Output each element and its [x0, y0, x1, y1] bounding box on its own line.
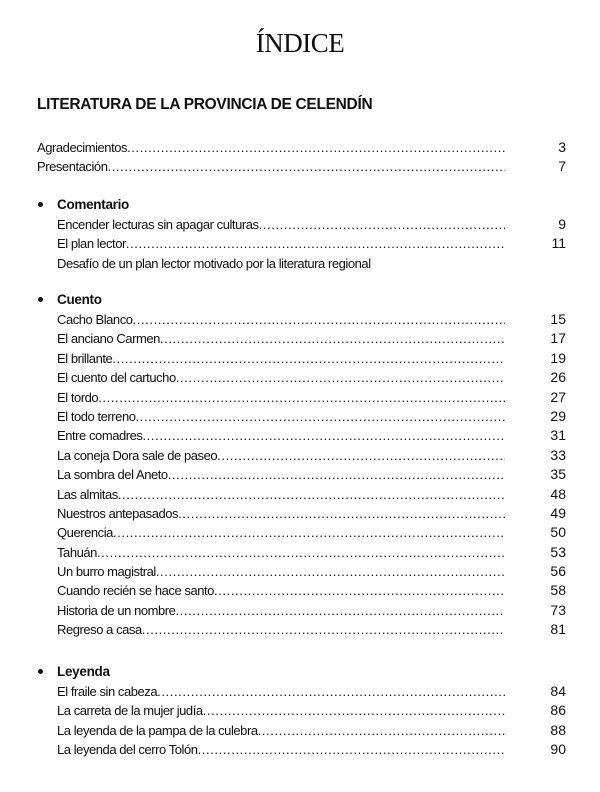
- dot-leader: [97, 543, 505, 562]
- dot-leader: [203, 701, 505, 720]
- toc-entry-page: 7: [558, 158, 566, 175]
- toc-entry-page: 84: [550, 683, 566, 699]
- toc-entry-title: Un burro magistral: [57, 562, 156, 581]
- toc-entry-title: La coneja Dora sale de paseo: [57, 446, 217, 465]
- category-header: [0, 195, 600, 215]
- dot-leader: [136, 407, 505, 426]
- toc-entry[interactable]: [0, 485, 600, 504]
- toc-entry-title: La sombra del Aneto: [57, 465, 168, 484]
- dot-leader: [217, 446, 505, 465]
- toc-entry[interactable]: [0, 581, 600, 600]
- toc-entry-page: 9: [558, 216, 566, 232]
- dot-leader: [156, 562, 505, 581]
- category-header: [0, 290, 600, 310]
- dot-leader: [178, 504, 505, 523]
- section-cuento: [0, 290, 600, 640]
- toc-entry[interactable]: [0, 157, 600, 176]
- dot-leader: [175, 601, 505, 620]
- toc-entry-page: 73: [550, 601, 566, 618]
- toc-entry-title: Las almitas: [57, 485, 118, 504]
- toc-entry[interactable]: [0, 234, 600, 253]
- toc-entry-title: La leyenda del cerro Tolón: [57, 740, 198, 759]
- section-leyenda: [0, 662, 600, 760]
- toc-entry[interactable]: [0, 701, 600, 720]
- toc-entry-page: 90: [550, 741, 566, 758]
- bullet-icon: [38, 202, 43, 207]
- toc-entry[interactable]: [0, 543, 600, 562]
- dot-leader: [112, 349, 505, 368]
- toc-entry-page: 49: [550, 504, 566, 521]
- toc-entry-title: Querencia: [57, 523, 113, 542]
- toc-entry-title: Encender lecturas sin apagar culturas: [57, 215, 259, 234]
- dot-leader: [259, 215, 505, 234]
- dot-leader: [157, 682, 505, 701]
- toc-entry-page: 50: [550, 524, 566, 541]
- toc-entry[interactable]: [0, 504, 600, 523]
- dot-leader: [113, 523, 505, 542]
- category-title: Comentario: [57, 197, 130, 212]
- dot-leader: [142, 426, 505, 445]
- toc-entry[interactable]: [0, 138, 600, 157]
- toc-entry[interactable]: [0, 740, 600, 759]
- toc-entry-title: Tahuán: [57, 543, 97, 562]
- toc-entry-page: 35: [550, 466, 566, 483]
- toc-entry-title: Desafío de un plan lector motivado por la literatura regional: [57, 254, 371, 273]
- toc-entry-title: Presentación: [37, 157, 107, 176]
- toc-entry[interactable]: [0, 721, 600, 740]
- toc-entry[interactable]: [0, 601, 600, 620]
- toc-entry-page: 31: [550, 427, 566, 444]
- toc-entry[interactable]: [0, 465, 600, 484]
- page-title: ÍNDICE: [255, 28, 345, 58]
- toc-entry-page: 17: [550, 330, 566, 347]
- dot-leader: [142, 620, 505, 639]
- section-comentario: [0, 195, 600, 273]
- toc-entry[interactable]: [0, 562, 600, 581]
- toc-entry-page: 86: [550, 702, 566, 719]
- bullet-icon: [38, 297, 43, 302]
- toc-entry-page: 19: [550, 349, 566, 366]
- toc-entry-title: Historia de un nombre: [57, 601, 175, 620]
- toc-entry[interactable]: [0, 349, 600, 368]
- dot-leader: [214, 581, 505, 600]
- toc-entry-page: 48: [550, 485, 566, 502]
- dot-leader: [107, 157, 505, 176]
- toc-entry-title: Cacho Blanco: [57, 310, 133, 329]
- toc-entry-title: Regreso a casa: [57, 620, 142, 639]
- toc-entry-page: 11: [551, 235, 566, 252]
- toc-entry-title: El anciano Carmen: [57, 329, 160, 348]
- category-title: Cuento: [57, 292, 102, 307]
- dot-leader: [133, 310, 505, 329]
- toc-entry-title: Agradecimientos: [37, 138, 127, 157]
- toc-entry-title: Nuestros antepasados: [57, 504, 178, 523]
- toc-entry-page: 3: [558, 139, 566, 155]
- category-header: [0, 662, 600, 682]
- toc-entry-page: 58: [550, 582, 566, 599]
- toc-entry-page: 15: [550, 311, 566, 327]
- front-matter: [0, 138, 600, 177]
- toc-entry-title: Entre comadres: [57, 426, 142, 445]
- dot-leader: [198, 740, 505, 759]
- toc-entry-page: 26: [550, 369, 566, 386]
- toc-entry-page: 53: [550, 543, 566, 560]
- toc-entry[interactable]: [0, 254, 600, 273]
- toc-entry[interactable]: [0, 388, 600, 407]
- toc-entry-title: El brillante: [57, 349, 112, 368]
- toc-entry-page: 33: [550, 446, 566, 463]
- bullet-icon: [38, 669, 43, 674]
- toc-entry-page: 88: [550, 721, 566, 738]
- dot-leader: [176, 368, 505, 387]
- dot-leader: [160, 329, 505, 348]
- toc-entry[interactable]: [0, 329, 600, 348]
- toc-entry-title: El cuento del cartucho: [57, 368, 176, 387]
- toc-entry[interactable]: [0, 620, 600, 639]
- toc-entry-title: El fraile sin cabeza: [57, 682, 157, 701]
- toc-entry[interactable]: [0, 426, 600, 445]
- toc-entry[interactable]: [0, 368, 600, 387]
- dot-leader: [127, 138, 505, 157]
- toc-entry-page: 27: [550, 388, 566, 405]
- dot-leader: [118, 485, 505, 504]
- toc-entry[interactable]: [0, 215, 600, 234]
- toc-entry[interactable]: [0, 407, 600, 426]
- toc-entry-title: El todo terreno: [57, 407, 136, 426]
- category-title: Leyenda: [57, 664, 110, 679]
- toc-entry-title: La carreta de la mujer judía: [57, 701, 203, 720]
- dot-leader: [258, 721, 505, 740]
- section-heading: LITERATURA DE LA PROVINCIA DE CELENDÍN: [37, 96, 373, 113]
- toc-entry-title: La leyenda de la pampa de la culebra: [57, 721, 258, 740]
- toc-entry[interactable]: [0, 310, 600, 329]
- toc-entry[interactable]: [0, 446, 600, 465]
- toc-entry[interactable]: [0, 682, 600, 701]
- toc-entry-page: 56: [550, 563, 566, 580]
- toc-entry-title: Cuando recién se hace santo: [57, 581, 214, 600]
- dot-leader: [126, 234, 505, 253]
- dot-leader: [168, 465, 505, 484]
- toc-entry-title: El tordo: [57, 388, 98, 407]
- dot-leader: [98, 388, 505, 407]
- toc-entry[interactable]: [0, 523, 600, 542]
- toc-entry-title: El plan lector: [57, 234, 126, 253]
- toc-entry-page: 81: [550, 621, 566, 638]
- toc-entry-page: 29: [550, 407, 566, 424]
